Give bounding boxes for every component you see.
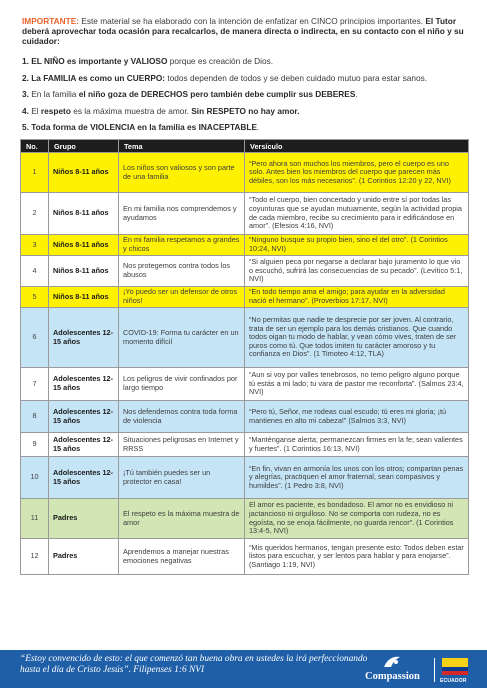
table-row <box>21 457 469 499</box>
row-verse: “Si alguien peca por negarse a declarar bajo juramento lo que vio o escuchó, sufrirá las consecuencias de su pecado”. (Levítico 5:1, NVI) <box>245 256 469 287</box>
topics-table <box>20 139 469 575</box>
principle-text: porque es creación de Dios. <box>167 56 274 66</box>
table-row <box>21 401 469 433</box>
row-verse: “Ninguno busque su propio bien, sino el del otro”. (1 Corintios 10:24, NVI) <box>245 235 469 256</box>
row-verse: El amor es paciente, es bondadoso. El amor no es envidioso ni jactancioso ni orgulloso. No se comporta con rudeza, no es egoísta, no se enoja fácilmente, no guarda rencor”. (1 Corintios 13:4-5, NVI) <box>245 499 469 539</box>
principle-item <box>22 122 472 132</box>
row-number: 8 <box>21 401 49 433</box>
row-number: 10 <box>21 457 49 499</box>
ecuador-flag-icon <box>442 658 468 675</box>
row-number: 7 <box>21 368 49 401</box>
principle-text: El <box>31 105 41 116</box>
row-verse: “En todo tiempo ama el amigo; para ayudar en la adversidad nació el hermano”. (Proverbios 17:17, NVI) <box>245 287 469 308</box>
principle-text: es la máxima muestra de amor. <box>70 105 192 116</box>
principle-number: 2. <box>22 72 29 83</box>
row-topic: Situaciones peligrosas en Internet y RRSS <box>119 433 245 457</box>
row-verse: “Manténganse alerta; permanezcan firmes en la fe; sean valientes y fuertes”. (1 Corintios 16:13, NVI) <box>245 433 469 457</box>
country-label: ECUADOR <box>440 678 467 684</box>
intro-bold-text: El Tutor deberá aprovechar toda ocasión para recalcarlos, de manera directa o indirecta, en su contacto con el niño y su cuidador <box>22 16 464 47</box>
header-no: No. <box>21 140 49 153</box>
principle-text: La FAMILIA es como un CUERPO: <box>31 72 166 83</box>
row-group: Adolescentes 12-15 años <box>49 401 119 433</box>
compassion-logo-text: Compassion <box>365 671 420 682</box>
principle-item <box>22 89 472 99</box>
row-group: Adolescentes 12-15 años <box>49 457 119 499</box>
row-group: Padres <box>49 539 119 575</box>
row-group: Niños 8-11 años <box>49 193 119 235</box>
table-header-row <box>21 140 469 153</box>
row-verse: “Pero ahora son muchos los miembros, pero el cuerpo es uno solo. Antes bien los miembros del cuerpo que parecen más débiles, son los más necesarios”. (1 Corintios 12:20 y 22, NVI) <box>245 153 469 193</box>
principle-text: En la familia <box>31 89 79 99</box>
row-topic: El respeto es la máxima muestra de amor <box>119 499 245 539</box>
principle-text: respeto <box>40 105 71 116</box>
row-topic: Nos defendemos contra toda forma de violencia <box>119 401 245 433</box>
row-topic: Nos protegemos contra todos los abusos <box>119 256 245 287</box>
row-topic: En mi familia respetamos a grandes y chicos <box>119 235 245 256</box>
row-group: Adolescentes 12-15 años <box>49 308 119 368</box>
header-versiculo: Versículo <box>245 140 469 153</box>
principle-text: todos dependen de todos y se deben cuidado mutuo para estar sanos. <box>165 72 428 83</box>
flag-stripe <box>442 671 468 675</box>
principle-text: Sin RESPETO no hay amor. <box>191 105 300 116</box>
header-tema: Tema <box>119 140 245 153</box>
table-row <box>21 153 469 193</box>
principle-text: el niño goza de DERECHOS pero también debe cumplir sus DEBERES <box>78 89 356 99</box>
principles-list <box>22 56 472 139</box>
row-verse: “Aun si voy por valles tenebrosos, no temo peligro alguno porque tú estás a mi lado; tu vara de pastor me reconforta”. (Salmos 23:4, NVI) <box>245 368 469 401</box>
table-row <box>21 308 469 368</box>
row-number: 1 <box>21 153 49 193</box>
flag-stripe <box>442 658 468 667</box>
intro-note <box>22 16 470 47</box>
row-topic: ¡Yo puedo ser un defensor de otros niños! <box>119 287 245 308</box>
footer-banner <box>0 650 487 688</box>
row-topic: Los niños son valiosos y son parte de una familia <box>119 153 245 193</box>
row-number: 12 <box>21 539 49 575</box>
row-verse: “Mis queridos hermanos, tengan presente esto: Todos deben estar listos para escuchar, y ser lentos para hablar y para enojarse”. (Santiago 1:19, NVI) <box>245 539 469 575</box>
row-group: Niños 8-11 años <box>49 153 119 193</box>
principle-item <box>22 73 472 83</box>
principle-text: . <box>256 122 260 132</box>
principle-number: 4. <box>22 105 29 116</box>
row-group: Niños 8-11 años <box>49 235 119 256</box>
principle-text: Toda forma de VIOLENCIA en la familia es INACEPTABLE <box>31 122 257 132</box>
footer-verse: “Estoy convencido de esto: el que comenzó tan buena obra en ustedes la irá perfeccionando hasta el día de Cristo Jesús”. Filipenses 1:6 NVI <box>20 654 368 675</box>
row-topic: COVID-19: Forma tu carácter en un momento difícil <box>119 308 245 368</box>
principle-number: 5. <box>22 122 29 132</box>
table-row <box>21 287 469 308</box>
header-grupo: Grupo <box>49 140 119 153</box>
row-number: 9 <box>21 433 49 457</box>
principle-number: 1. <box>22 56 29 66</box>
principle-item <box>22 56 472 66</box>
table-row <box>21 368 469 401</box>
row-topic: Aprendemos a manejar nuestras emociones negativas <box>119 539 245 575</box>
principle-text: EL NIÑO es importante y VALIOSO <box>31 56 168 66</box>
row-verse: “No permitas que nadie te desprecie por ser joven. Al contrario, trata de ser un ejemplo para los demás cristianos. Que cuando todos oigan tu modo de hablar, y vean cómo vives, traten de ser puros como tú. Que todos imiten tu carácter amoroso y tu confianza en Dios”. (1 Timoteo 4:12, TLA) <box>245 308 469 368</box>
row-group: Padres <box>49 499 119 539</box>
row-topic: En mi familia nos comprendemos y ayudamos <box>119 193 245 235</box>
row-number: 5 <box>21 287 49 308</box>
intro-keyword: IMPORTANTE: <box>22 16 79 26</box>
row-number: 11 <box>21 499 49 539</box>
principle-number: 3. <box>22 89 29 99</box>
table-row <box>21 235 469 256</box>
logo-divider <box>434 658 435 682</box>
row-number: 6 <box>21 308 49 368</box>
table-row <box>21 433 469 457</box>
table-row <box>21 193 469 235</box>
row-verse: “Pero tú, Señor, me rodeas cual escudo; tú eres mi gloria; ¡tú mantienes en alto mi cabeza!” (Salmos 3:3, NVI) <box>245 401 469 433</box>
row-topic: ¡Tú también puedes ser un protector en casa! <box>119 457 245 499</box>
row-group: Adolescentes 12-15 años <box>49 433 119 457</box>
table-row <box>21 256 469 287</box>
principle-text: . <box>355 89 358 99</box>
table-row <box>21 539 469 575</box>
row-topic: Los peligros de vivir confinados por largo tiempo <box>119 368 245 401</box>
intro-end: : <box>57 36 60 47</box>
row-group: Niños 8-11 años <box>49 287 119 308</box>
intro-text: Este material se ha elaborado con la intención de enfatizar en CINCO principios importantes. <box>79 16 426 26</box>
row-number: 4 <box>21 256 49 287</box>
row-group: Niños 8-11 años <box>49 256 119 287</box>
row-verse: “En fin, vivan en armonía los unos con los otros; compartan penas y alegrías, practiquen el amor fraternal, sean compasivos y humildes”. (1 Pedro 3:8, NVI) <box>245 457 469 499</box>
row-group: Adolescentes 12-15 años <box>49 368 119 401</box>
row-number: 3 <box>21 235 49 256</box>
row-number: 2 <box>21 193 49 235</box>
row-verse: “Todo el cuerpo, bien concertado y unido entre sí por todas las coyunturas que se ayudan mutuamente, según la actividad propia de cada miembro, recibe su crecimiento para ir edificándose en amor”. (Efesios 4:16, NVI) <box>245 193 469 235</box>
compassion-logo-icon <box>381 654 403 670</box>
table-row <box>21 499 469 539</box>
principle-item <box>22 106 472 116</box>
